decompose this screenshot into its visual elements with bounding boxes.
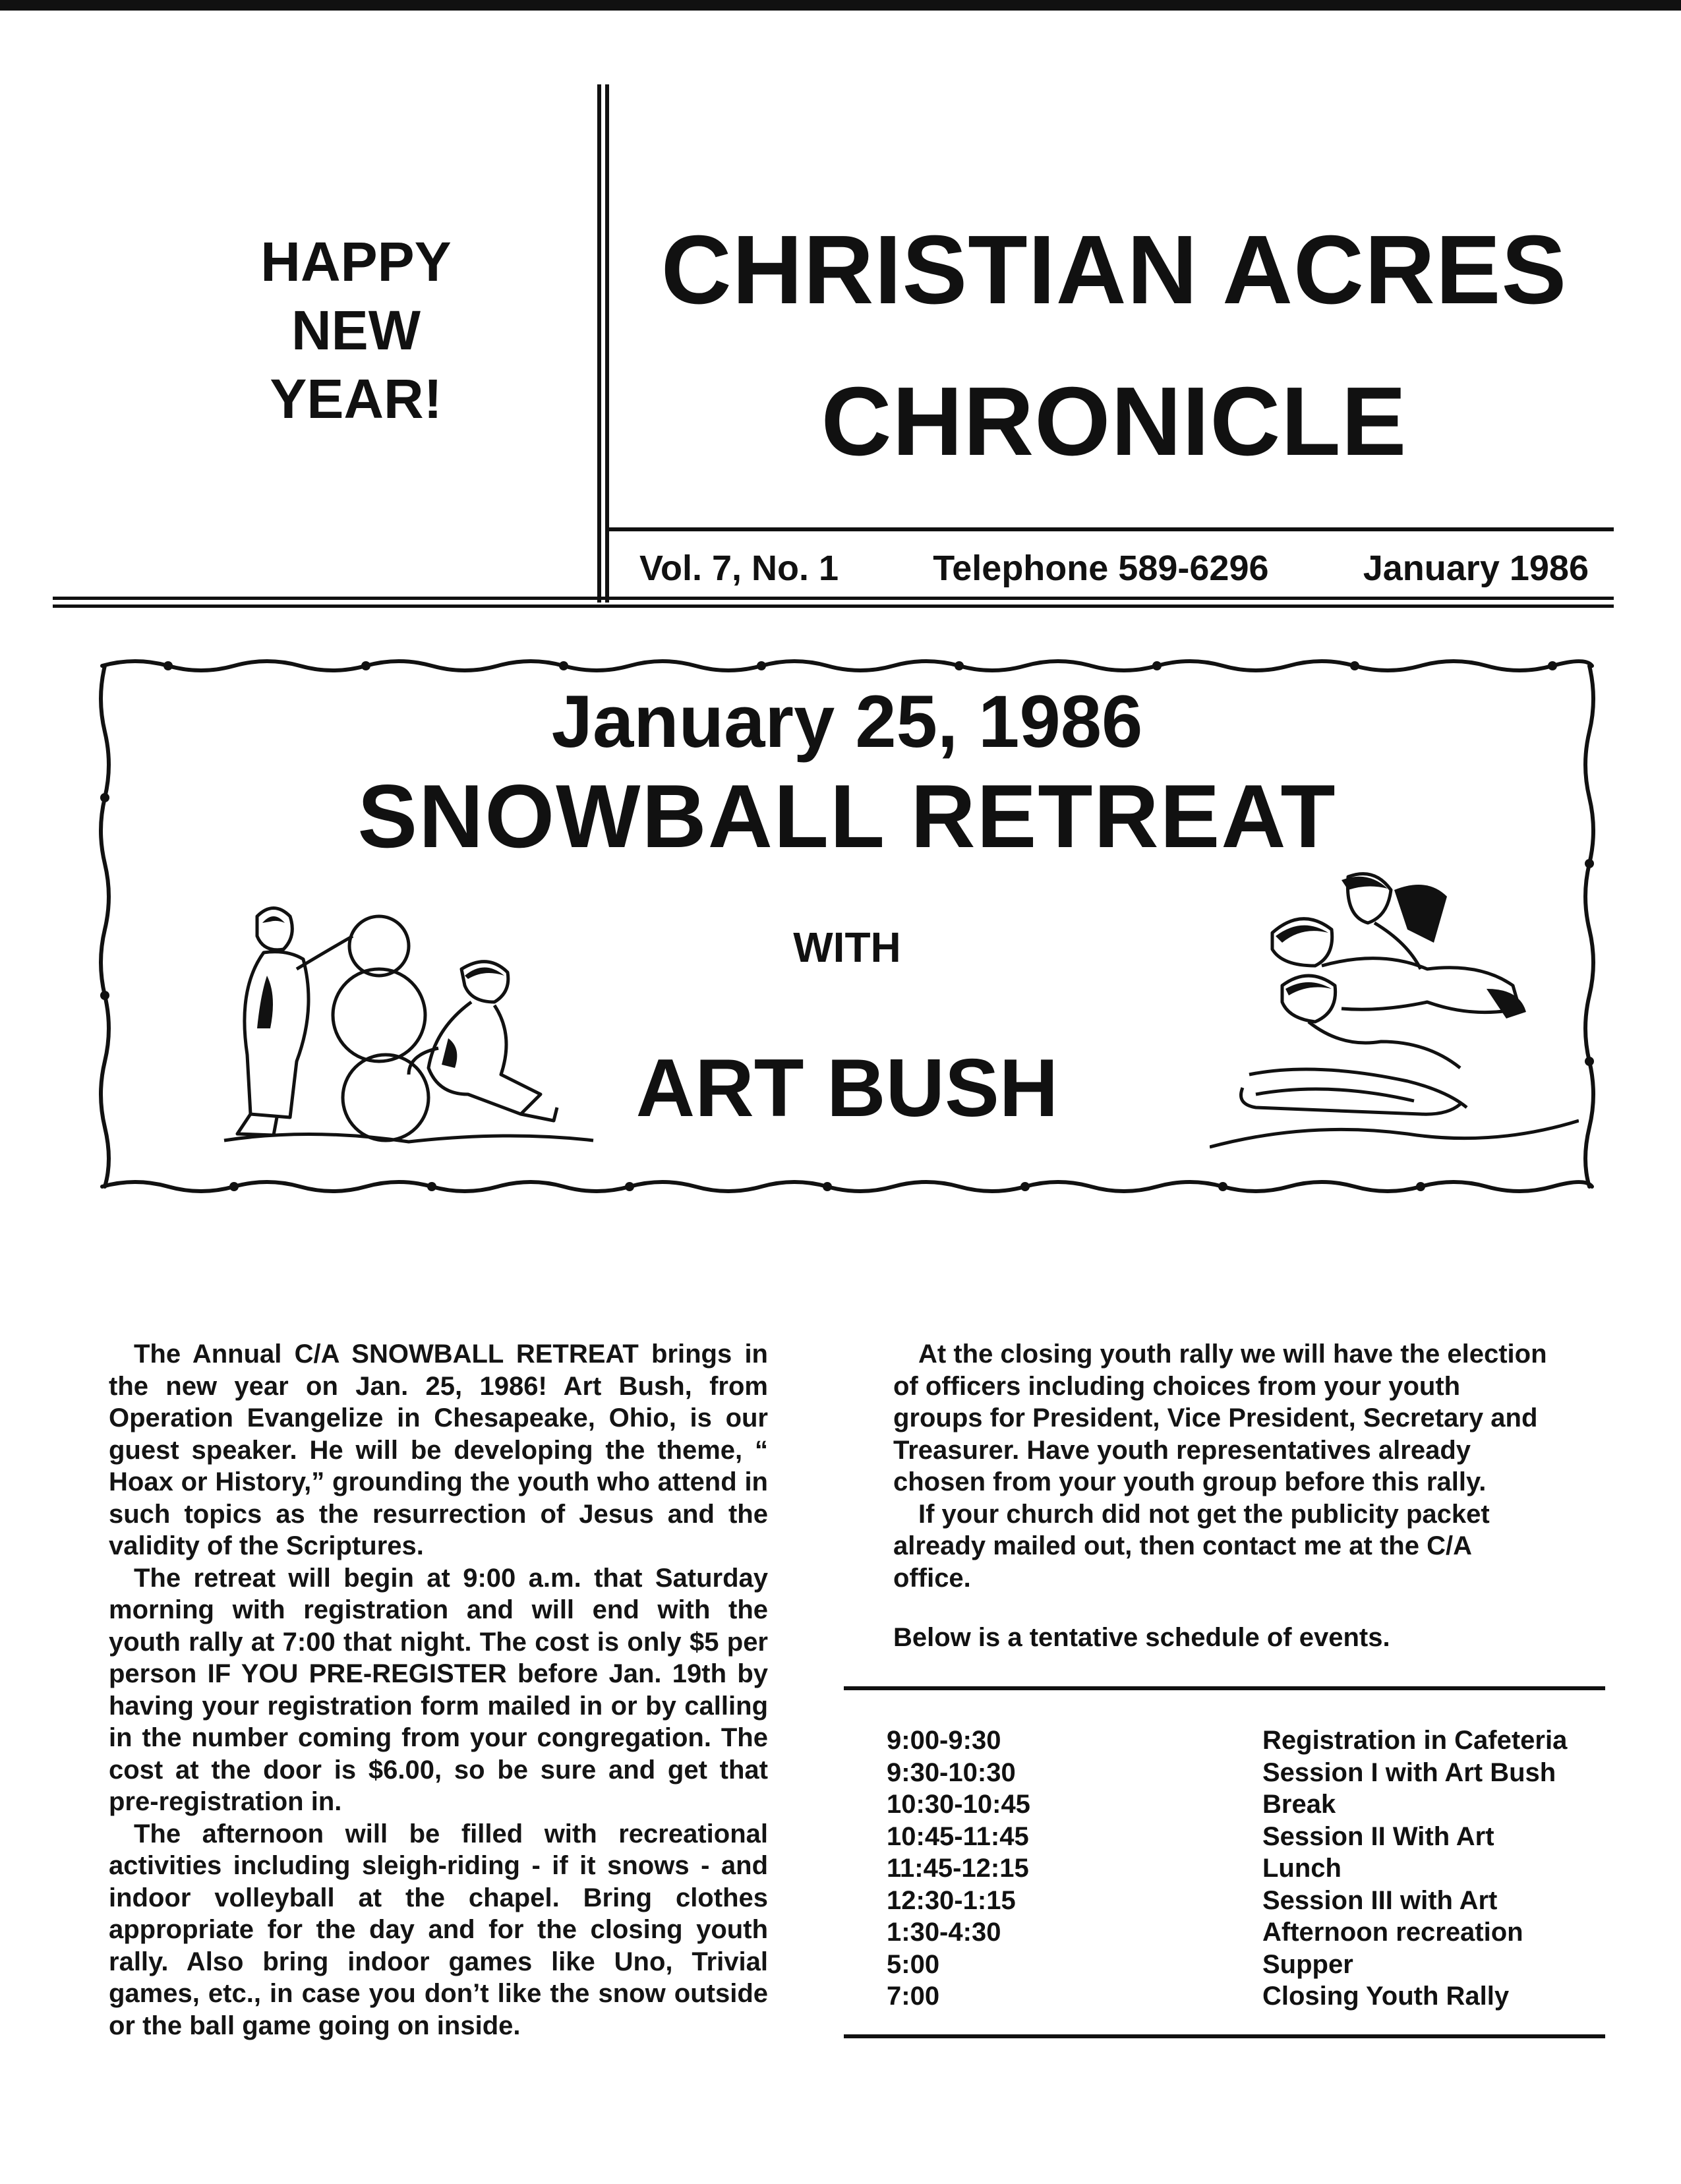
issue-line-rule — [605, 527, 1614, 531]
schedule-row — [887, 1725, 1572, 1757]
retreat-title: SNOWBALL RETREAT — [357, 766, 1337, 866]
schedule-rule-bottom — [844, 2034, 1605, 2038]
issue-date: January 1986 — [1363, 548, 1589, 588]
article-right-column — [893, 1338, 1552, 1594]
schedule-event: Afternoon recreation — [1262, 1918, 1523, 1947]
retreat-with: WITH — [793, 924, 901, 971]
schedule-row — [887, 1757, 1572, 1789]
retreat-announcement — [96, 653, 1599, 1200]
schedule-row — [887, 1916, 1572, 1949]
masthead-double-rule-bottom — [53, 605, 1614, 608]
schedule-row — [887, 1852, 1572, 1885]
schedule-time: 10:45-11:45 — [887, 1821, 1029, 1851]
schedule-event: Break — [1262, 1790, 1336, 1819]
schedule-rule-top — [844, 1686, 1605, 1690]
schedule-time: 7:00 — [887, 1982, 940, 2011]
masthead-vertical-rule — [597, 84, 601, 603]
article-paragraph: The Annual C/A SNOWBALL RETREAT brings in the new year on Jan. 25, 1986! Art Bush, from Operation Evangelize in Chesapeake, Ohio, is our guest speaker. He will be developing the theme, “ Hoax or History,” grounding the youth who attend in such topics as the resurrection of Jesus and the validity of the Scriptures. — [109, 1340, 768, 1560]
schedule-event: Closing Youth Rally — [1262, 1982, 1510, 2011]
schedule-event: Registration in Cafeteria — [1262, 1726, 1568, 1755]
article-paragraph: At the closing youth rally we will have the election of officers including choices from your youth groups for President, Vice President, Secretary and Treasurer. Have youth representatives already chosen from your youth group before this rally. — [893, 1340, 1547, 1496]
volume-number: Vol. 7, No. 1 — [639, 548, 839, 588]
schedule-time: 9:00-9:30 — [887, 1726, 1001, 1755]
greeting-line-3: YEAR! — [270, 368, 442, 430]
article-paragraph: The retreat will begin at 9:00 a.m. that Saturday morning with registration and will end with the youth rally at 7:00 that night. The cost is only $5 per person IF YOU PRE-REGISTER before Jan. 19th by having your registration form mailed in or by calling in the number coming from your congregation. The cost at the door is $6.00, so be sure and get that pre-registration in. — [109, 1563, 768, 1816]
retreat-date: January 25, 1986 — [551, 680, 1143, 763]
article-paragraph: If your church did not get the publicity packet already mailed out, then contact me at the C/A office. — [893, 1499, 1490, 1593]
schedule-row — [887, 1980, 1572, 2013]
title-line-2: CHRONICLE — [821, 367, 1407, 476]
masthead-vertical-rule-inner — [605, 84, 609, 603]
top-border — [0, 0, 1681, 11]
schedule-row — [887, 1949, 1572, 1981]
schedule-row — [887, 1788, 1572, 1821]
sledding-children-illustration — [1210, 870, 1579, 1160]
schedule-time: 9:30-10:30 — [887, 1757, 1016, 1787]
schedule-intro: Below is a tentative schedule of events. — [893, 1623, 1390, 1652]
schedule-event: Lunch — [1262, 1854, 1342, 1883]
schedule-time: 5:00 — [887, 1949, 940, 1979]
schedule-time: 12:30-1:15 — [887, 1885, 1016, 1915]
new-year-greeting — [218, 227, 494, 433]
telephone: Telephone 589-6296 — [933, 548, 1269, 588]
article-paragraph: The afternoon will be filled with recreational activities including sleigh-riding - if it snows - and indoor volleyball at the chapel. Bring clothes appropriate for the day and for the closing youth rally. Also bring indoor games like Uno, Trivial games, etc., in case you don’t like the snow outside or the ball game going on inside. — [109, 1819, 768, 2040]
masthead-double-rule-top — [53, 597, 1614, 600]
schedule-table — [887, 1725, 1572, 2013]
greeting-line-2: NEW — [291, 299, 421, 361]
title-line-1: CHRISTIAN ACRES — [661, 216, 1568, 324]
schedule-time: 1:30-4:30 — [887, 1918, 1001, 1947]
schedule-event: Session III with Art — [1262, 1885, 1498, 1915]
snowman-children-illustration — [211, 897, 606, 1147]
article-left-column — [109, 1338, 768, 2042]
retreat-speaker: ART BUSH — [635, 1043, 1059, 1134]
schedule-row — [887, 1885, 1572, 1917]
schedule-row — [887, 1821, 1572, 1853]
schedule-time: 11:45-12:15 — [887, 1854, 1029, 1883]
schedule-event: Supper — [1262, 1949, 1353, 1979]
schedule-time: 10:30-10:45 — [887, 1790, 1030, 1819]
greeting-line-1: HAPPY — [260, 231, 452, 293]
issue-info — [639, 542, 1589, 595]
schedule-event: Session I with Art Bush — [1262, 1757, 1556, 1787]
schedule-event: Session II With Art — [1262, 1821, 1494, 1851]
newsletter-title — [633, 194, 1595, 498]
